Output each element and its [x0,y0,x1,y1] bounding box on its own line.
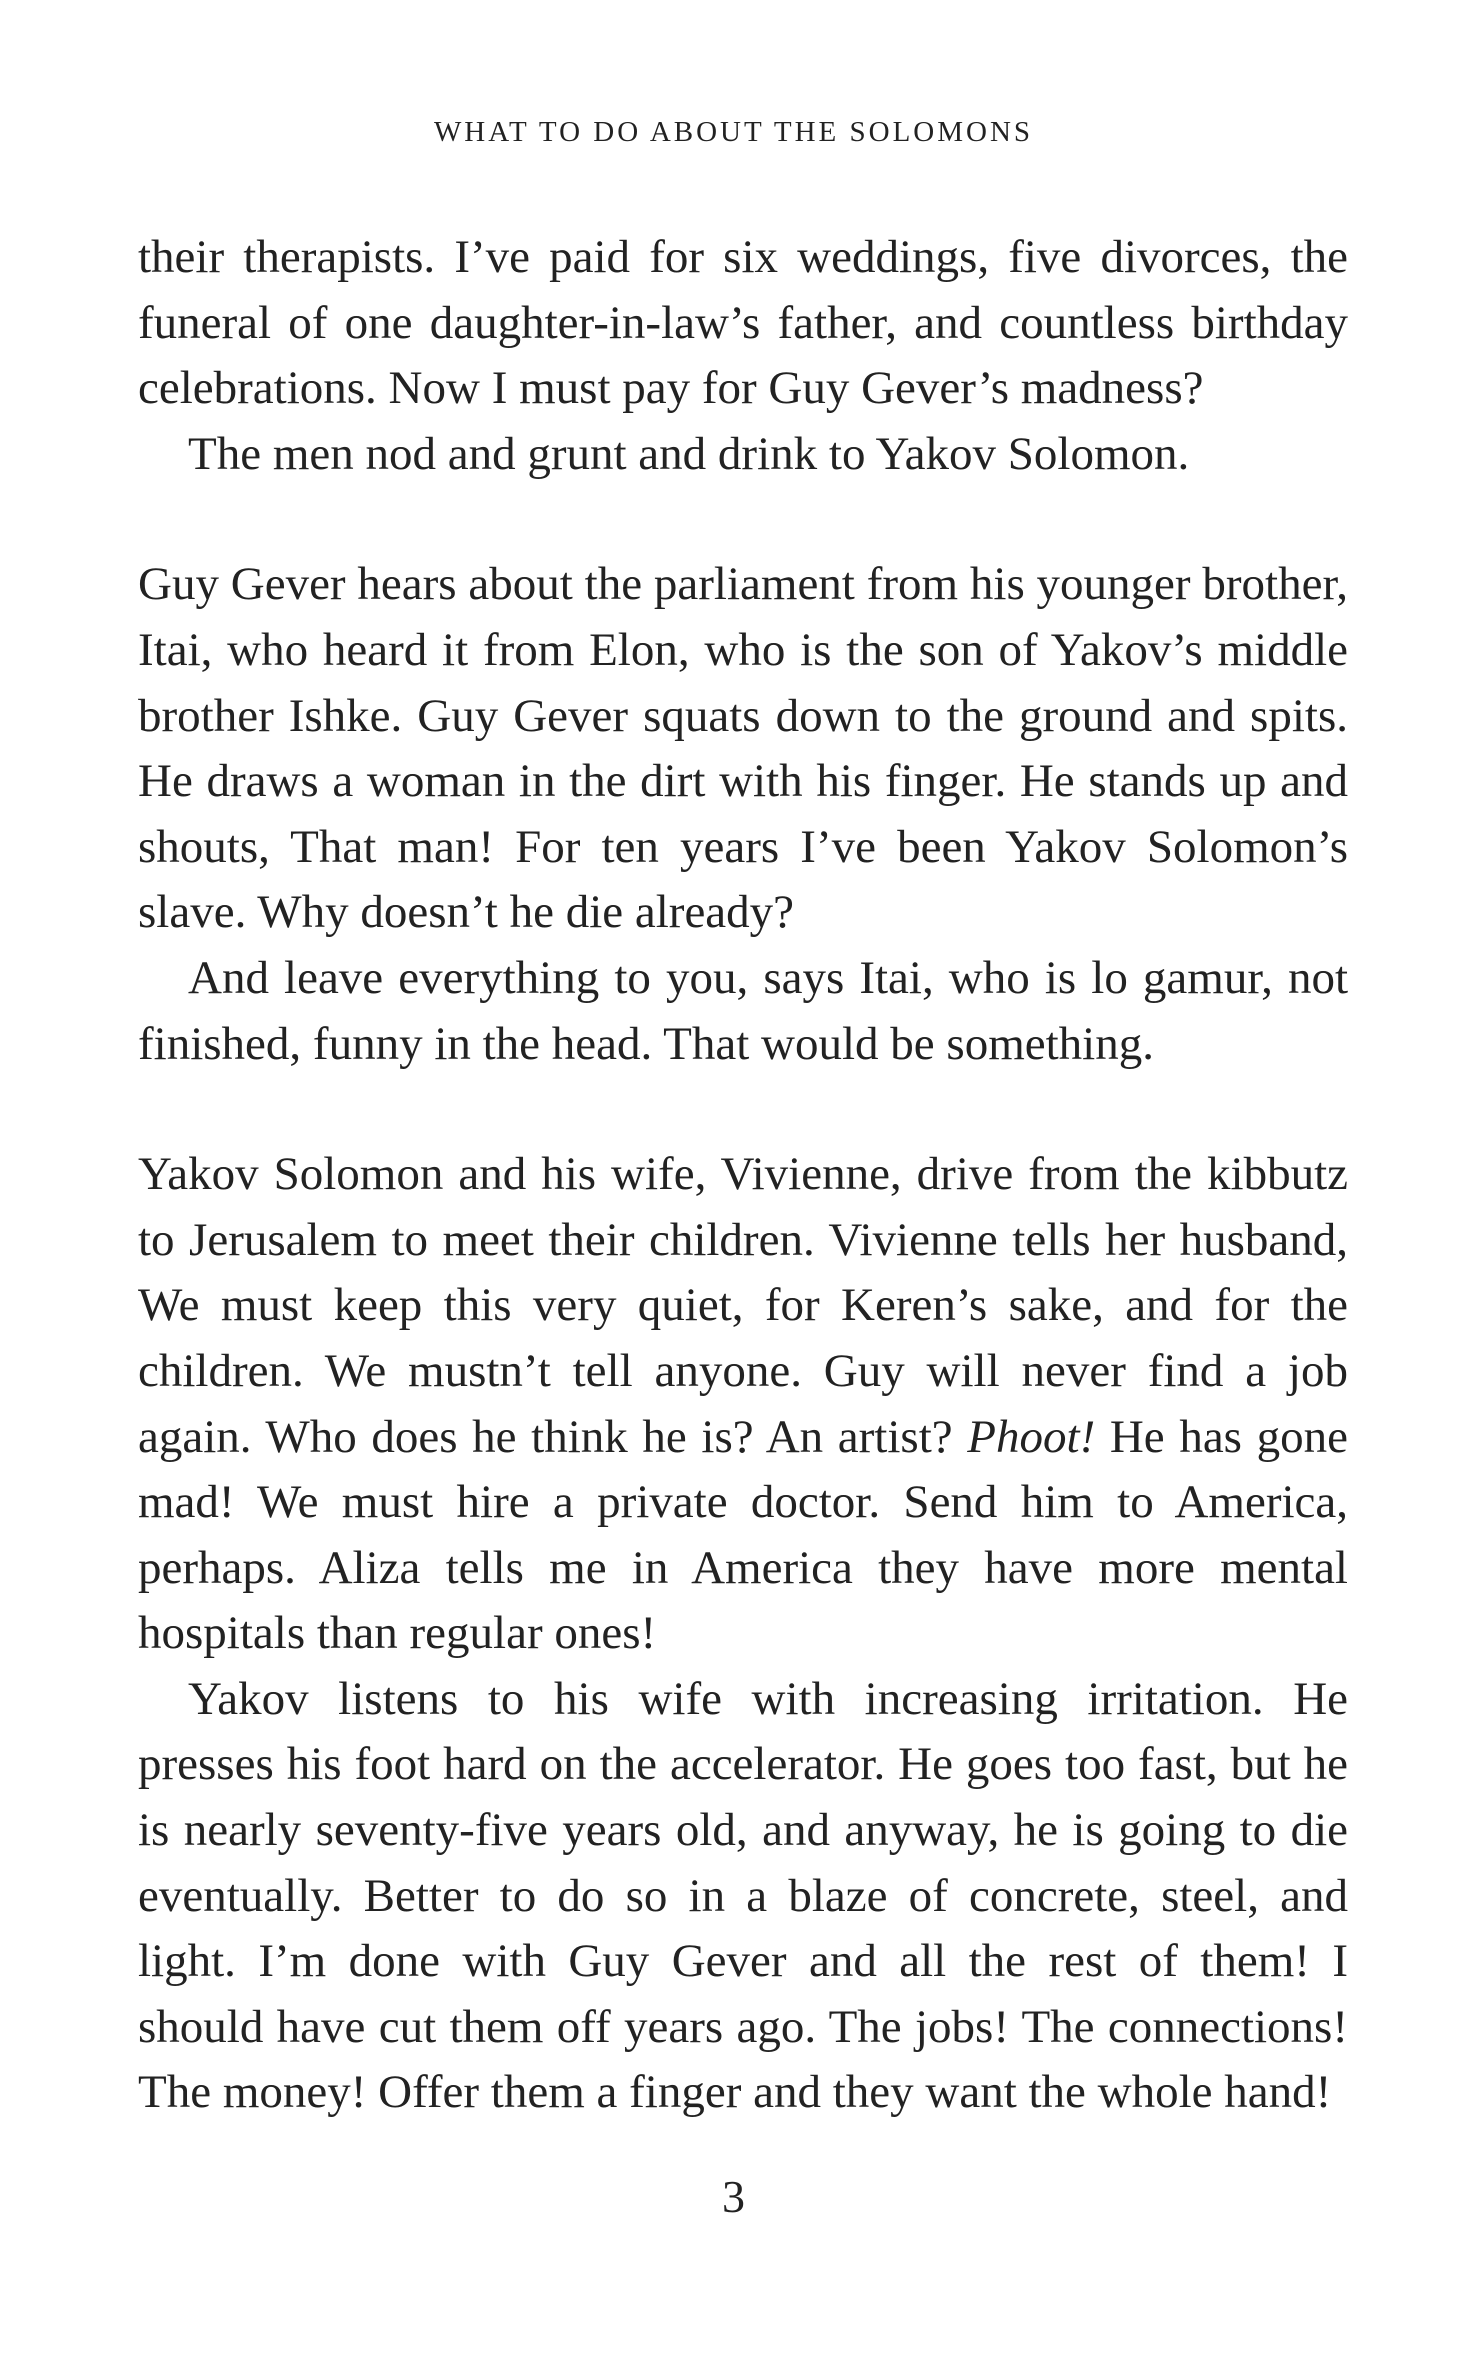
paragraph-5-text-b: He has gone mad! We must hire a private doctor. Send him to America, perhaps. Aliza tells me in America they have more mental hospitals than regular ones! [138,1410,1348,1660]
paragraph-5 [138,1142,1348,1667]
paragraph-1: their therapists. I’ve paid for six weddings, five divorces, the funeral of one daughter-in-law’s father, and countless birthday celebrations. Now I must pay for Guy Gever’s madness? [138,231,1348,415]
body-text [138,225,1348,2126]
running-head: WHAT TO DO ABOUT THE SOLOMONS [433,116,1034,148]
paragraph-3: Guy Gever hears about the parliament from his younger brother, Itai, who heard it from Elon, who is the son of Yakov’s middle brother Ishke. Guy Gever squats down to the ground and spits. He draws a woman in the dirt with his finger. He stands up and shouts, That man! For ten years I’ve been Yakov Solomon’s slave. Why doesn’t he die already? [138,558,1348,939]
paragraph-2: The men nod and grunt and drink to Yakov Solomon. [188,427,1190,480]
paragraph-5-italic: Phoot! [967,1410,1096,1463]
paragraph-4: And leave everything to you, says Itai, who is lo gamur, not finished, funny in the head. That would be something. [138,951,1348,1070]
page-number: 3 [722,2171,745,2222]
paragraph-6: Yakov listens to his wife with increasing irritation. He presses his foot hard on the accelerator. He goes too fast, but he is nearly seventy-five years old, and anyway, he is going to die eventually. Better to do so in a blaze of concrete, steel, and light. I’m done with Guy Gever and all the rest of them! I should have cut them off years ago. The jobs! The connections! The money! Offer them a finger and they want the whole hand! [138,1672,1348,2119]
paragraph-5-text-a: Yakov Solomon and his wife, Vivienne, drive from the kibbutz to Jerusalem to meet their children. Vivienne tells her husband, We must keep this very quiet, for Keren’s sake, and for the children. We mustn’t tell anyone. Guy will never find a job again. Who does he think he is? An artist? [138,1148,1348,1463]
